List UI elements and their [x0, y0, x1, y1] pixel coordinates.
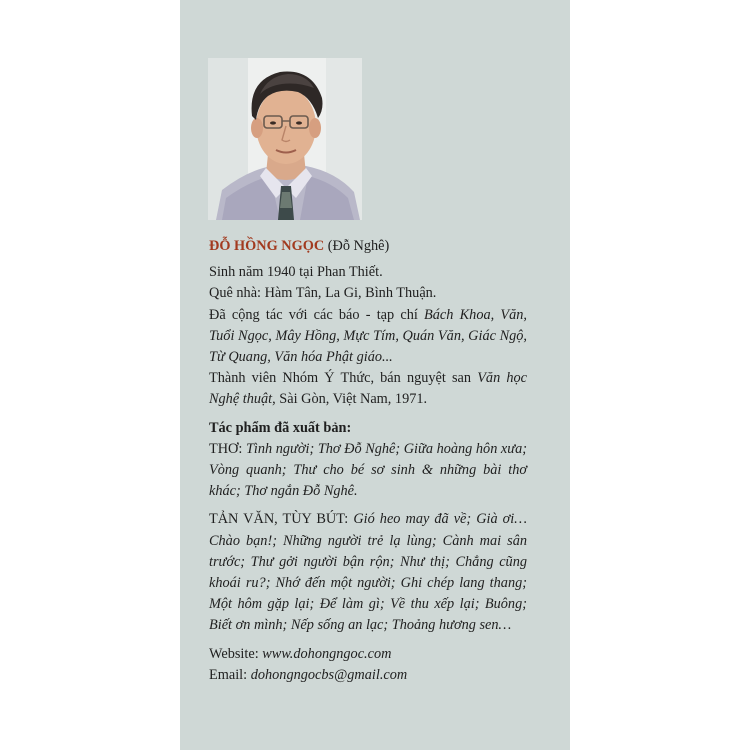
author-name: ĐỖ HỒNG NGỌC — [209, 238, 325, 254]
website-link[interactable]: www.dohongngoc.com — [262, 645, 392, 662]
hometown-info: Quê nhà: Hàm Tân, La Gi, Bình Thuận. — [209, 285, 437, 302]
poetry-label: THƠ: — [209, 440, 246, 457]
poetry-works — [209, 439, 527, 503]
website-line — [209, 644, 527, 665]
prose-label: TẢN VĂN, TÙY BÚT: — [209, 511, 354, 528]
email-label: Email: — [209, 666, 251, 683]
publication-list: Bách Khoa, Văn, Tuổi Ngọc, Mây Hồng, Mực Tím, Quán Văn, Giác Ngộ, Từ Quang, Văn hóa Phật giáo... — [209, 306, 527, 366]
birth-info: Sinh năm 1940 tại Phan Thiết. — [209, 264, 383, 281]
author-name-line — [209, 236, 527, 257]
prose-works — [209, 509, 527, 636]
poetry-list: Tình người; Thơ Đỗ Nghê; Giữa hoàng hôn xưa; Vòng quanh; Thư cho bé sơ sinh & những bài thơ khác; Thơ ngắn Đỗ Nghê. — [209, 440, 527, 500]
email-line — [209, 665, 527, 686]
author-pen-name: (Đỗ Nghê) — [324, 238, 390, 254]
membership-info: Thành viên Nhóm Ý Thức, bán nguyệt san Văn học Nghệ thuật, Sài Gòn, Việt Nam, 1971. — [209, 370, 527, 408]
prose-list: Gió heo may đã về; Già ơi… Chào bạn!; Những người trẻ lạ lùng; Cành mai sân trước; Thư gởi người bận rộn; Như thị; Chẳng cũng khoái ru?; Nhớ đến một người; Ghi chép lang thang; Một hôm gặp lại; Để làm gì; Về thu xếp lại; Buông; Biết ơn mình; Nếp sống an lạc; Thoảng hương sen… — [209, 511, 527, 634]
author-photo — [208, 58, 362, 220]
collaboration-info: Đã cộng tác với các báo - tạp chí Bách Khoa, Văn, Tuổi Ngọc, Mây Hồng, Mực Tím, Quán Văn, Giác Ngộ, Từ Quang, Văn hóa Phật giáo... — [209, 306, 527, 366]
email-link[interactable]: dohongngocbs@gmail.com — [250, 666, 408, 683]
magazine-name: Văn học Nghệ thuật — [209, 370, 527, 408]
author-bio — [209, 236, 527, 686]
works-heading: Tác phẩm đã xuất bản: — [209, 419, 352, 436]
website-label: Website: — [209, 645, 263, 662]
author-portrait-image — [208, 58, 362, 220]
